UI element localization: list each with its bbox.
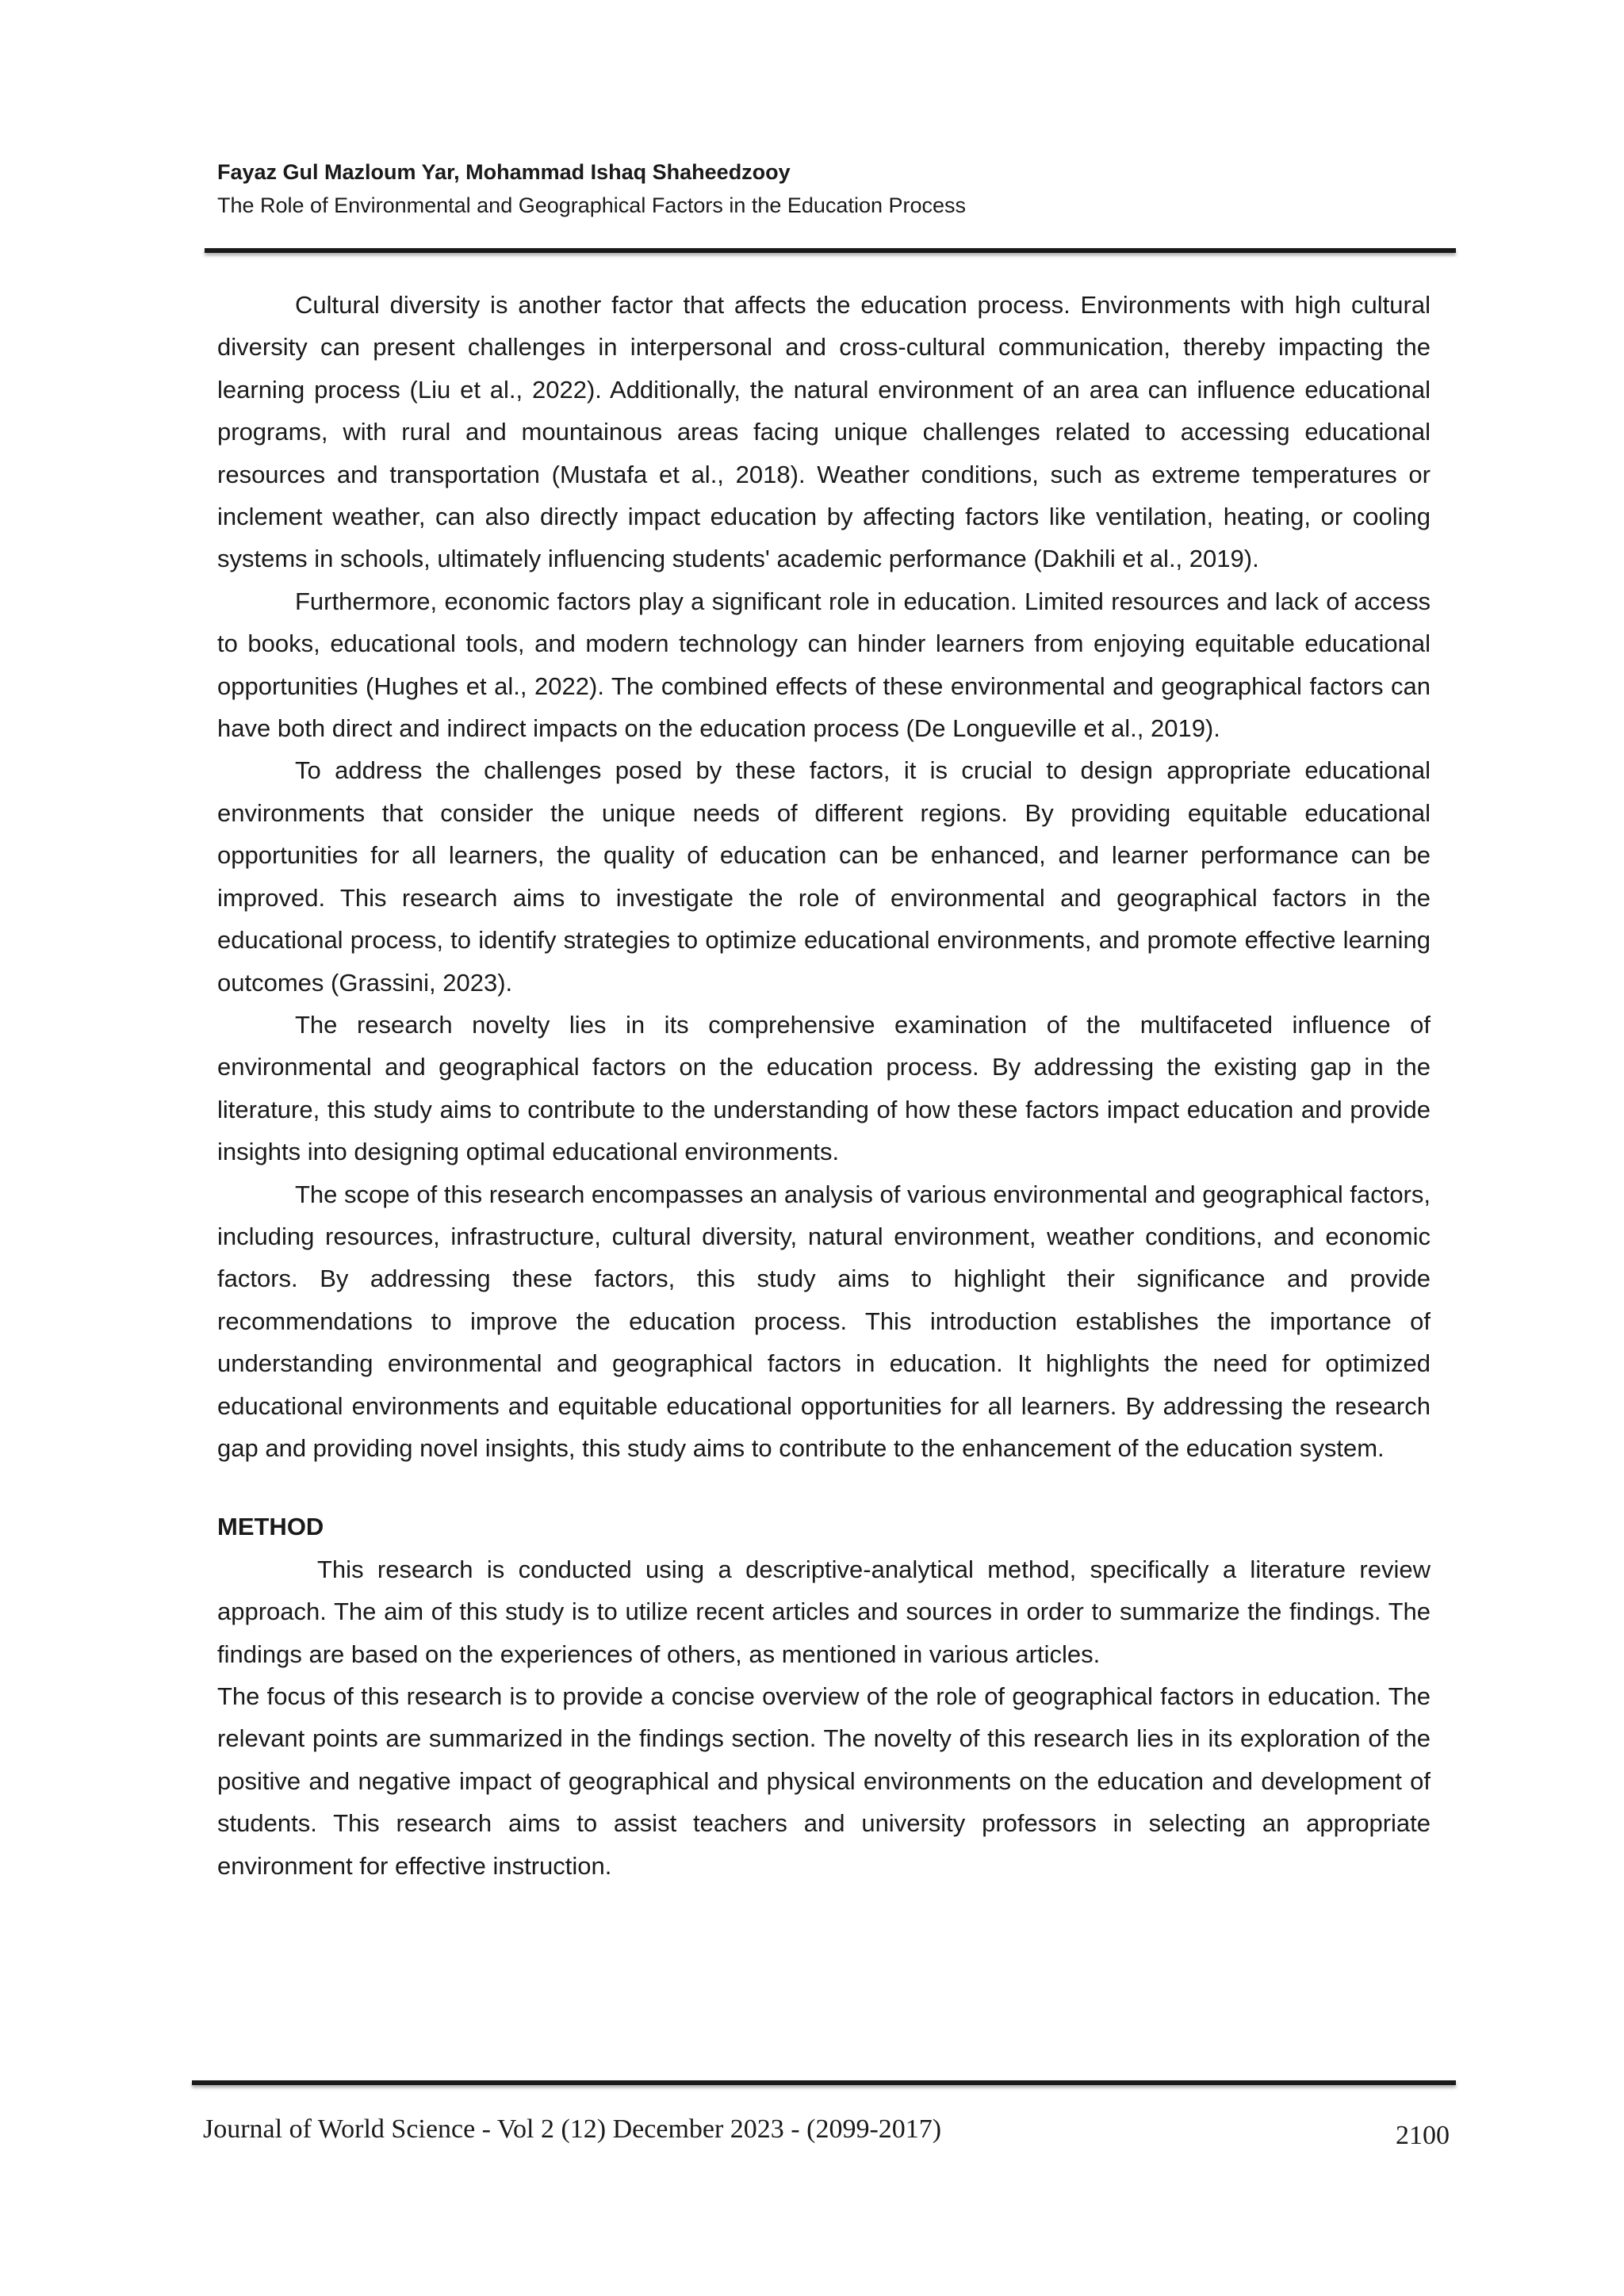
paragraph-research-scope: The scope of this research encompasses an analysis of various environmental and geographical factors, including resources, infrastructure, cultural diversity, natural environment, weather conditions, and economic factors. By addressing these factors, this study aims to highlight their significance and provide recommendations to improve the education process. This introduction establishes the importance of understanding environmental and geographical factors in education. It highlights the need for optimized educational environments and equitable educational opportunities for all learners. By addressing the research gap and providing novel insights, this study aims to contribute to the enhancement of the education system. (217, 1180, 1431, 1462)
footer-rule (192, 2080, 1456, 2085)
paragraph-method-approach: This research is conducted using a descriptive-analytical method, specifically a literature review approach. The aim of this study is to utilize recent articles and sources in order to summarize the findings. The findings are based on the experiences of others, as mentioned in various articles. (217, 1555, 1431, 1668)
header-title: The Role of Environmental and Geographical Factors in the Education Process (217, 193, 967, 217)
paragraph-method-focus: The focus of this research is to provide a concise overview of the role of geographical factors in education. The relevant points are summarized in the findings section. The novelty of this research lies in its exploration of the positive and negative impact of geographical and physical environments on the education and development of students. This research aims to assist teachers and university professors in selecting an appropriate environment for effective instruction. (217, 1682, 1431, 1880)
header-authors: Fayaz Gul Mazloum Yar, Mohammad Ishaq Shaheedzooy (217, 160, 791, 184)
paragraph-research-novelty: The research novelty lies in its comprehensive examination of the multifaceted influence of environmental and geographical factors on the education process. By addressing the existing gap in the literature, this study aims to contribute to the understanding of how these factors impact education and provide insights into designing optimal educational environments. (217, 1010, 1431, 1166)
paragraph-addressing-challenges: To address the challenges posed by these factors, it is crucial to design appropriate educational environments that consider the unique needs of different regions. By providing equitable educational opportunities for all learners, the quality of education can be enhanced, and learner performance can be improved. This research aims to investigate the role of environmental and geographical factors in the educational process, to identify strategies to optimize educational environments, and promote effective learning outcomes (Grassini, 2023). (217, 756, 1431, 997)
paragraph-cultural-diversity: Cultural diversity is another factor that affects the education process. Environments with high cultural diversity can present challenges in interpersonal and cross-cultural communication, thereby impacting the learning process (Liu et al., 2022). Additionally, the natural environment of an area can influence educational programs, with rural and mountainous areas facing unique challenges related to accessing educational resources and transportation (Mustafa et al., 2018). Weather conditions, such as extreme temperatures or inclement weather, can also directly impact education by affecting factors like ventilation, heating, or cooling systems in schools, ultimately influencing students' academic performance (Dakhili et al., 2019). (217, 291, 1431, 573)
article-body (217, 284, 1431, 1887)
method-heading: METHOD (217, 1513, 324, 1541)
footer-journal: Journal of World Science - Vol 2 (12) December 2023 - (2099-2017) (203, 2114, 942, 2144)
running-header (217, 155, 1454, 222)
paragraph-economic-factors: Furthermore, economic factors play a significant role in education. Limited resources and lack of access to books, educational tools, and modern technology can hinder learners from enjoying equitable educational opportunities (Hughes et al., 2022). The combined effects of these environmental and geographical factors can have both direct and indirect impacts on the education process (De Longueville et al., 2019). (217, 587, 1431, 743)
page-number: 2100 (1396, 2121, 1450, 2150)
header-rule (205, 248, 1456, 253)
